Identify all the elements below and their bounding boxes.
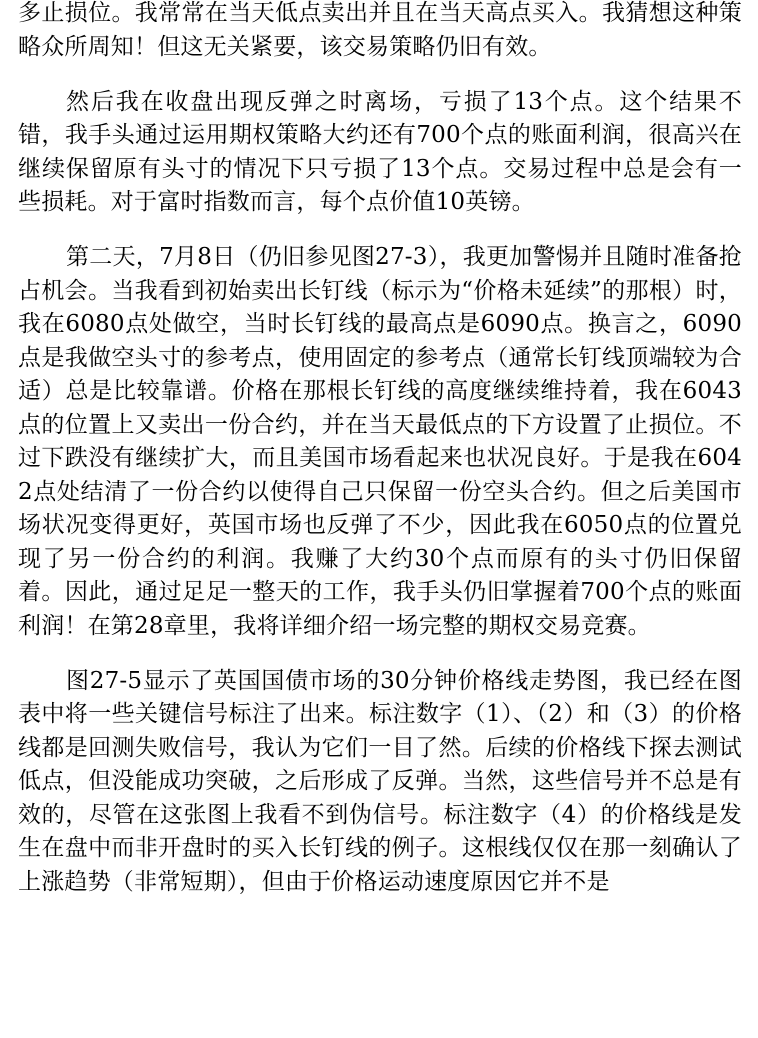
paragraph-4: 图27-5显示了英国国债市场的30分钟价格线走势图，我已经在图表中将一些关键信号标注了出来。标注数字（1）、（2）和（3）的价格线都是回测失败信号，我认为它们一目了然。后续的价格线下探去测试低点，但没能成功突破，之后形成了反弹。当然，这些信号并不总是有效的，尽管在这张图上我看不到伪信号。标注数字（4）的价格线是发生在盘中而非开盘时的买入长钉线的例子。这根线仅仅在那一刻确认了上涨趋势（非常短期），但由于价格运动速度原因它并不是 <box>18 667 742 895</box>
paragraph-2: 然后我在收盘出现反弹之时离场，亏损了13个点。这个结果不错，我手头通过运用期权策略大约还有700个点的账面利润，很高兴在继续保留原有头寸的情况下只亏损了13个点。交易过程中总是会有一些损耗。对于富时指数而言，每个点价值10英镑。 <box>18 88 742 215</box>
paragraph-3: 第二天，7月8日（仍旧参见图27-3），我更加警惕并且随时准备抢占机会。当我看到初始卖出长钉线（标示为“价格未延续”的那根）时，我在6080点处做空，当时长钉线的最高点是6090点。换言之，6090点是我做空头寸的参考点，使用固定的参考点（通常长钉线顶端较为合适）总是比较靠谱。价格在那根长钉线的高度继续维持着，我在6043点的位置上又卖出一份合约，并在当天最低点的下方设置了止损位。不过下跌没有继续扩大，而且美国市场看起来也状况良好。于是我在6042点处结清了一份合约以使得自己只保留一份空头合约。但之后美国市场状况变得更好，英国市场也反弹了不少，因此我在6050点的位置兑现了另一份合约的利润。我赚了大约30个点而原有的头寸仍旧保留着。因此，通过足足一整天的工作，我手头仍旧掌握着700个点的账面利润！在第28章里，我将详细介绍一场完整的期权交易竞赛。 <box>18 244 742 639</box>
paragraph-1: 多止损位。我常常在当天低点卖出并且在当天高点买入。我猜想这种策略众所周知！但这无关紧要，该交易策略仍旧有效。 <box>18 0 742 60</box>
